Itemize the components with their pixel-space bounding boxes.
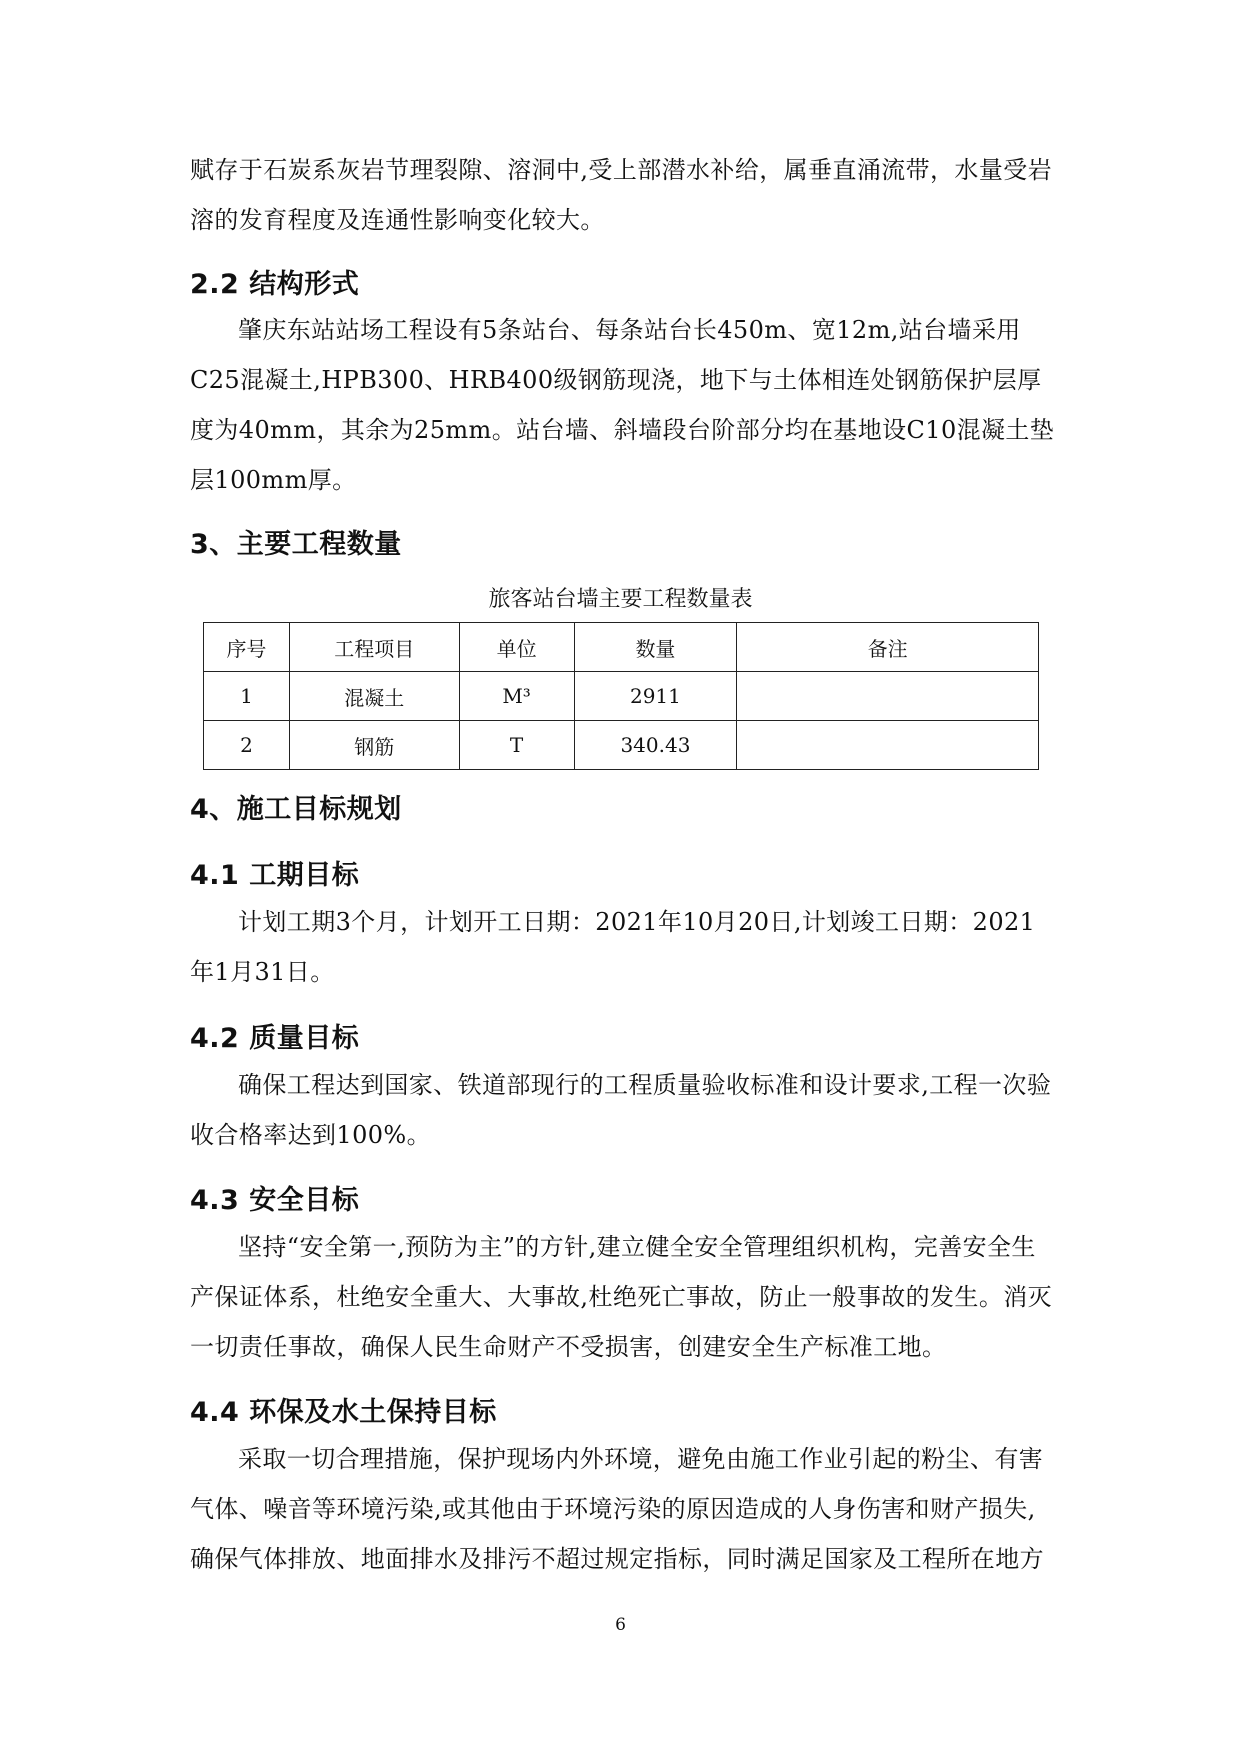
heading-environment-goal: 4.4 环保及水土保持目标 (190, 1397, 497, 1428)
table-cell: 340.43 (574, 721, 737, 770)
table-cell: 2911 (574, 672, 737, 721)
header-cell: 备注 (737, 623, 1039, 672)
header-cell: 工程项目 (289, 623, 459, 672)
heading-construction-goals: 4、施工目标规划 (190, 794, 402, 825)
paragraph-schedule: 计划工期3个月，计划开工日期：2021年10月20日,计划竣工日期：2021年1月31日。 (190, 908, 1036, 986)
table-cell (737, 721, 1039, 770)
table-caption: 旅客站台墙主要工程数量表 (488, 587, 753, 612)
table-cell: T (459, 721, 574, 770)
table-cell: 钢筋 (289, 721, 459, 770)
header-cell: 数量 (574, 623, 737, 672)
paragraph-hydrogeology: 赋存于石炭系灰岩节理裂隙、溶洞中,受上部潜水补给，属垂直涌流带，水量受岩溶的发育程度及连通性影响变化较大。 (190, 156, 1053, 234)
paragraph-structure: 肇庆东站站场工程设有5条站台、每条站台长450m、宽12m,站台墙采用C25混凝土,HPB300、HRB400级钢筋现浇，地下与土体相连处钢筋保护层厚度为40mm，其余为25mm。站台墙、斜墙段台阶部分均在基地设C10混凝土垫层100mm厚。 (190, 316, 1055, 494)
paragraph-quality: 确保工程达到国家、铁道部现行的工程质量验收标准和设计要求,工程一次验收合格率达到100%。 (190, 1071, 1052, 1149)
table-row (204, 721, 1039, 770)
page-number: 6 (615, 1615, 626, 1635)
paragraph-safety: 坚持“安全第一,预防为主”的方针,建立健全安全管理组织机构，完善安全生产保证体系，杜绝安全重大、大事故,杜绝死亡事故，防止一般事故的发生。消灭一切责任事故，确保人民生命财产不受损害，创建安全生产标准工地。 (190, 1233, 1053, 1361)
table-header-row (204, 623, 1039, 672)
quantity-table (203, 622, 1039, 770)
table-cell: 2 (204, 721, 290, 770)
table-cell (737, 672, 1039, 721)
heading-schedule-goal: 4.1 工期目标 (190, 860, 360, 891)
header-cell: 序号 (204, 623, 290, 672)
table-cell: M³ (459, 672, 574, 721)
table-row (204, 672, 1039, 721)
heading-quality-goal: 4.2 质量目标 (190, 1023, 360, 1054)
table-cell: 混凝土 (289, 672, 459, 721)
heading-main-quantities: 3、主要工程数量 (190, 529, 402, 560)
header-cell: 单位 (459, 623, 574, 672)
heading-safety-goal: 4.3 安全目标 (190, 1185, 360, 1216)
table-cell: 1 (204, 672, 290, 721)
paragraph-environment: 采取一切合理措施，保护现场内外环境，避免由施工作业引起的粉尘、有害气体、噪音等环境污染,或其他由于环境污染的原因造成的人身伤害和财产损失,确保气体排放、地面排水及排污不超过规定指标，同时满足国家及工程所在地方 (190, 1445, 1044, 1573)
heading-structure-form: 2.2 结构形式 (190, 269, 360, 300)
